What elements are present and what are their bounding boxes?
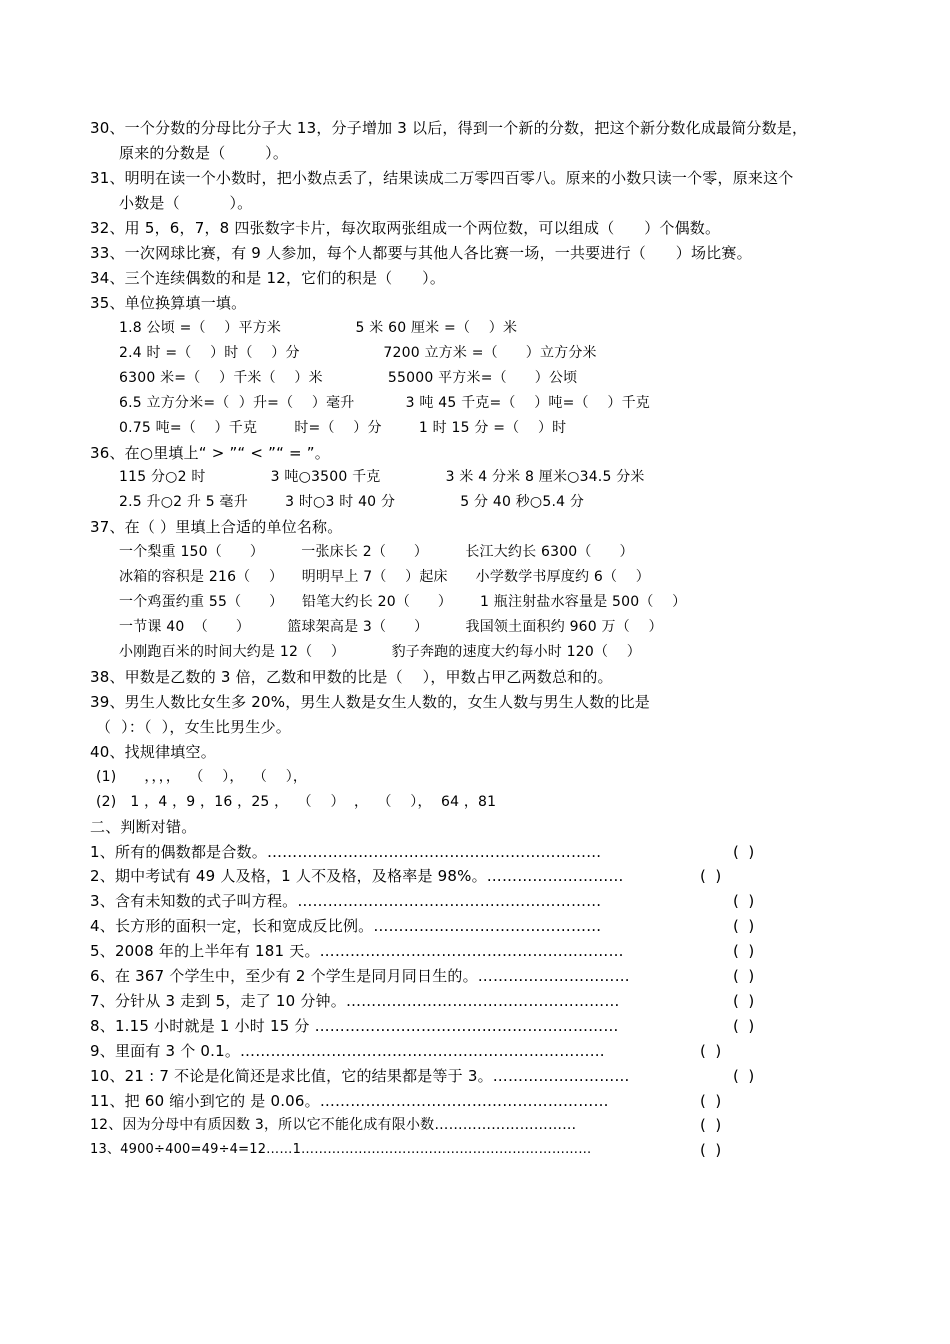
judge-item-3: 3、含有未知数的式子叫方程。…………………………………………………… bbox=[90, 892, 602, 910]
question-37-row-5: 小刚跑百米的时间大约是 12（ ） 豹子奔跑的速度大约每小时 120（ ） bbox=[119, 644, 641, 660]
judge-answer-3[interactable]: ( ) bbox=[733, 892, 755, 910]
question-40-row-1: (1) ，，，， （ ）， （ ）， bbox=[96, 769, 308, 785]
question-37-row-2: 冰箱的容积是 216（ ） 明明早上 7（ ）起床 小学数学书厚度约 6（ ） bbox=[119, 569, 650, 585]
question-37-row-3: 一个鸡蛋约重 55（ ） 铅笔大约长 20（ ） 1 瓶注射盐水容量是 500（ ） bbox=[119, 594, 687, 610]
question-39-line-2: （ ）：（ ），女生比男生少。 bbox=[96, 718, 291, 736]
judge-answer-13[interactable]: ( ) bbox=[700, 1141, 722, 1159]
judge-item-8: 8、1.15 小时就是 1 小时 15 分 …………………………………………………… bbox=[90, 1017, 619, 1035]
judge-item-11: 11、把 60 缩小到它的 是 0.06。………………………………………………… bbox=[90, 1092, 609, 1110]
judge-item-4: 4、长方形的面积一定，长和宽成反比例。……………………………………… bbox=[90, 917, 602, 935]
question-36-row-1: 115 分○2 时 3 吨○3500 千克 3 米 4 分米 8 厘米○34.5 分米 bbox=[119, 469, 645, 485]
question-34: 34、三个连续偶数的和是 12，它们的积是（ ）。 bbox=[90, 269, 446, 287]
section-2-heading: 二、判断对错。 bbox=[90, 818, 197, 836]
judge-answer-8[interactable]: ( ) bbox=[733, 1017, 755, 1035]
judge-item-5: 5、2008 年的上半年有 181 天。…………………………………………………… bbox=[90, 942, 624, 960]
question-37-row-1: 一个梨重 150（ ） 一张床长 2（ ） 长江大约长 6300（ ） bbox=[119, 544, 634, 560]
question-35-row-5: 0.75 吨=（ ）千克 时=（ ）分 1 时 15 分 =（ ）时 bbox=[119, 420, 567, 436]
question-30-line-2: 原来的分数是（ ）。 bbox=[119, 144, 289, 162]
judge-item-10: 10、21 : 7 不论是化简还是求比值，它的结果都是等于 3。……………………… bbox=[90, 1067, 630, 1085]
judge-answer-11[interactable]: ( ) bbox=[700, 1092, 722, 1110]
question-36: 36、在○里填上“ > ”“ < ”“ = ”。 bbox=[90, 444, 330, 462]
judge-answer-2[interactable]: ( ) bbox=[700, 867, 722, 885]
question-40: 40、找规律填空。 bbox=[90, 743, 216, 761]
question-35: 35、单位换算填一填。 bbox=[90, 294, 247, 312]
judge-item-2: 2、期中考试有 49 人及格，1 人不及格，及格率是 98%。……………………… bbox=[90, 867, 624, 885]
question-31-line-1: 31、明明在读一个小数时，把小数点丢了，结果读成二万零四百零八。原来的小数只读一个零，原来这个 bbox=[90, 169, 794, 187]
question-39-line-1: 39、男生人数比女生多 20%，男生人数是女生人数的，女生人数与男生人数的比是 bbox=[90, 693, 650, 711]
judge-item-12: 12、因为分母中有质因数 3，所以它不能化成有限小数………………………… bbox=[90, 1117, 577, 1133]
question-32: 32、用 5，6，7，8 四张数字卡片，每次取两张组成一个两位数，可以组成（ ）个偶数。 bbox=[90, 219, 721, 237]
question-35-row-3: 6300 米=（ ）千米（ ）米 55000 平方米=（ ）公顷 bbox=[119, 370, 578, 386]
judge-item-7: 7、分针从 3 走到 5，走了 10 分钟。……………………………………………… bbox=[90, 992, 620, 1010]
judge-answer-7[interactable]: ( ) bbox=[733, 992, 755, 1010]
judge-answer-6[interactable]: ( ) bbox=[733, 967, 755, 985]
question-36-row-2: 2.5 升○2 升 5 毫升 3 时○3 时 40 分 5 分 40 秒○5.4 分 bbox=[119, 494, 585, 510]
question-38: 38、甲数是乙数的 3 倍，乙数和甲数的比是（ ），甲数占甲乙两数总和的。 bbox=[90, 668, 613, 686]
judge-answer-9[interactable]: ( ) bbox=[700, 1042, 722, 1060]
judge-answer-1[interactable]: ( ) bbox=[733, 843, 755, 861]
question-37-row-4: 一节课 40 （ ） 篮球架高是 3（ ） 我国领土面积约 960 万（ ） bbox=[119, 619, 663, 635]
question-35-row-2: 2.4 时 =（ ）时（ ）分 7200 立方米 =（ ）立方分米 bbox=[119, 345, 597, 361]
judge-item-9: 9、里面有 3 个 0.1。……………………………………………………………… bbox=[90, 1042, 605, 1060]
judge-answer-4[interactable]: ( ) bbox=[733, 917, 755, 935]
question-35-row-4: 6.5 立方分米=（ ）升=（ ）毫升 3 吨 45 千克=（ ）吨=（ ）千克 bbox=[119, 395, 650, 411]
question-37: 37、在（ ）里填上合适的单位名称。 bbox=[90, 518, 343, 536]
question-40-row-2: (2) 1 ，4 ，9 ，16 ，25 ， （ ） ， （ ）， 64 ，81 bbox=[96, 794, 497, 810]
judge-item-6: 6、在 367 个学生中，至少有 2 个学生是同月同日生的。………………………… bbox=[90, 967, 630, 985]
question-33: 33、一次网球比赛，有 9 人参加，每个人都要与其他人各比赛一场，一共要进行（ ）场比赛。 bbox=[90, 244, 752, 262]
judge-item-13: 13、4900÷400=49÷4=12……1………………………………………………………… bbox=[90, 1142, 592, 1157]
judge-answer-10[interactable]: ( ) bbox=[733, 1067, 755, 1085]
question-31-line-2: 小数是（ ）。 bbox=[119, 194, 253, 212]
question-30-line-1: 30、一个分数的分母比分子大 13，分子增加 3 以后，得到一个新的分数，把这个新分数化成最简分数是， bbox=[90, 119, 808, 137]
judge-answer-12[interactable]: ( ) bbox=[700, 1116, 722, 1134]
judge-answer-5[interactable]: ( ) bbox=[733, 942, 755, 960]
question-35-row-1: 1.8 公顷 =（ ）平方米 5 米 60 厘米 =（ ）米 bbox=[119, 320, 518, 336]
judge-item-1: 1、所有的偶数都是合数。………………………………………………………… bbox=[90, 843, 602, 861]
